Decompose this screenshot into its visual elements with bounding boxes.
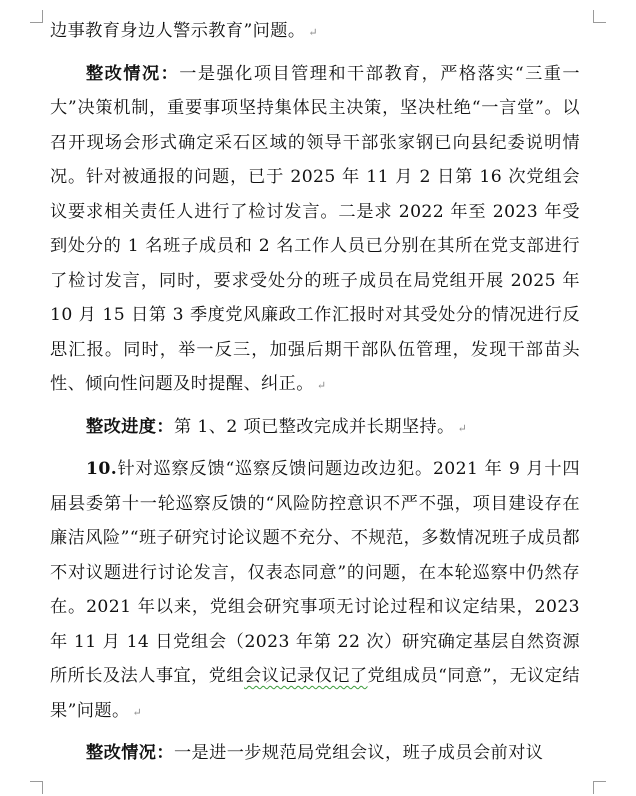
paragraph-continuation xyxy=(50,14,580,51)
grammar-flagged-text[interactable]: 会议记录仅记了 xyxy=(244,666,368,686)
item-number: 10. xyxy=(86,459,118,479)
paragraph-text: 针对巡察反馈“巡察反馈问题边改边犯。2021 年 9 月十四届县委第十一轮巡察反馈的“风险防控意识不严不强，项目建设存在廉洁风险”“班子研究讨论议题不充分、不规范，多数情况班子成员都不对议题进行讨论发言，仅表态同意”的问题，在本轮巡察中仍然存在。2021 年以来，党组会研究事项无讨论过程和议定结果，2023 年 11 月 14 日党组会（2023 年第 22 次）研究确定基层自然资源所所长及法人事宜，党组 xyxy=(50,459,580,686)
paragraph-rectification-progress xyxy=(50,410,580,447)
paragraph-text: 边事教育身边人警示教育”问题。 xyxy=(50,21,306,41)
paragraph-text: 一是强化项目管理和干部教育，严格落实“三重一大”决策机制，重要事项坚持集体民主决策，坚决杜绝“一言堂”。以召开现场会形式确定采石区域的领导干部张家钢已向县纪委说明情况。针对被通报的问题，已于 2025 年 11 月 2 日第 16 次党组会议要求相关责任人进行了检讨发言。二是求 2022 年至 2023 年受到处分的 1 名班子成员和 2 名工作人员已分别在其所在党支部进行了检讨发言，同时，要求受处分的班子成员在局党组开展 2025 年 10 月 15 日第 3 季度党风廉政工作汇报时对其受处分的情况进行反思汇报。同时，举一反三，加强后期干部队伍管理，发现干部苗头性、倾向性问题及时提醒、纠正。 xyxy=(50,63,580,394)
paragraph-text: 一是进一步规范局党组会议，班子成员会前对议 xyxy=(173,743,544,763)
paragraph-mark-icon: ↵ xyxy=(308,26,319,39)
paragraph-text: 第 1、2 项已整改完成并长期坚持。 xyxy=(173,416,455,437)
paragraph-item-10 xyxy=(50,452,580,730)
document-body[interactable] xyxy=(50,14,580,777)
crop-mark-top-left xyxy=(30,10,43,23)
paragraph-rectification-status xyxy=(50,57,580,404)
paragraph-rectification-status-2 xyxy=(50,736,580,771)
paragraph-mark-icon: ↵ xyxy=(457,421,468,435)
paragraph-label: 整改情况： xyxy=(86,63,180,84)
paragraph-text-end: 党组成员“同意”，无议定结果”问题。 xyxy=(50,666,580,721)
crop-mark-bottom-right xyxy=(593,781,606,794)
paragraph-mark-icon: ↵ xyxy=(316,379,327,392)
crop-mark-bottom-left xyxy=(30,781,43,794)
paragraph-label: 整改进度： xyxy=(86,416,174,437)
paragraph-mark-icon: ↵ xyxy=(132,705,143,719)
paragraph-label: 整改情况： xyxy=(86,743,174,763)
crop-mark-top-right xyxy=(593,10,606,23)
